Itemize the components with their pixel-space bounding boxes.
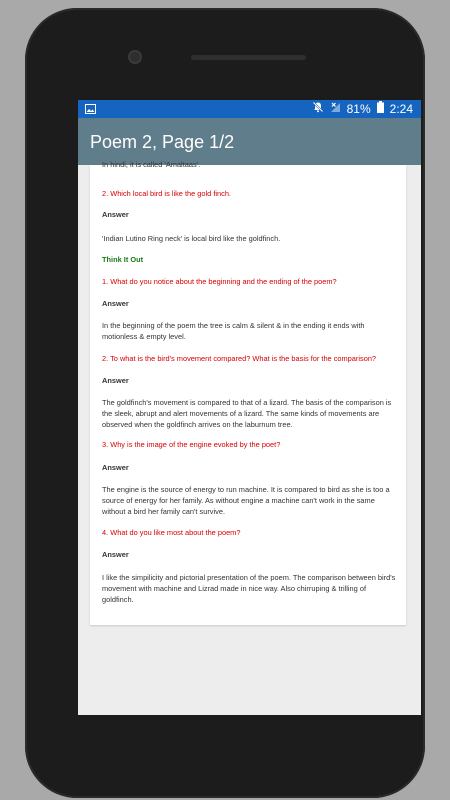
think-question-4: 4. What do you like most about the poem? [102, 528, 241, 537]
battery-level: 81% [346, 102, 371, 116]
app-bar [78, 118, 421, 165]
battery-icon [377, 101, 384, 117]
no-signal-icon [330, 101, 341, 117]
think-question-3: 3. Why is the image of the engine evoked by the poet? [102, 440, 281, 449]
think-answer-4: I like the simpilicity and pictorial presentation of the poem. The comparison between bird's movement with machine and Lizrad made in nice way. Also chirruping & trilling of goldfinch. [102, 573, 396, 604]
front-camera [128, 50, 142, 64]
think-answer-2: The goldfinch's movement is compared to that of a lizard. The basis of the comparison is the sleek, abrupt and alert movements of a lizard. The same kinds of movements are observed when the goldfinch arrives on the laburnum tree. [102, 398, 392, 429]
clock: 2:24 [389, 102, 413, 116]
answer-2: 'Indian Lutino Ring neck' is local bird like the goldfinch. [102, 234, 281, 243]
screen [78, 100, 421, 715]
partial-text-top: In hindi, it is called 'Amaltaas'. [102, 160, 201, 169]
mute-icon [312, 101, 324, 117]
think-question-1: 1. What do you notice about the beginning and the ending of the poem? [102, 277, 337, 286]
content-scroll-area[interactable] [78, 160, 421, 715]
page-title: Poem 2, Page 1/2 [90, 132, 235, 152]
question-2: 2. Which local bird is like the gold finch. [102, 189, 231, 198]
answer-label: Answer [102, 550, 129, 559]
earpiece-speaker [191, 55, 306, 60]
status-bar [78, 100, 421, 118]
answer-label: Answer [102, 376, 129, 385]
answer-label: Answer [102, 210, 129, 219]
status-indicators [312, 101, 413, 117]
answer-label: Answer [102, 299, 129, 308]
phone-frame [25, 8, 425, 798]
think-answer-3: The engine is the source of energy to run machine. It is compared to bird as she is too a source of energy for her family. As without engine a machine can't work in the same without a bird her family can't survive. [102, 485, 390, 516]
image-icon [85, 103, 96, 117]
think-question-2: 2. To what is the bird's movement compared? What is the basis for the comparison? [102, 354, 377, 363]
answer-card [90, 160, 406, 625]
think-answer-1: In the beginning of the poem the tree is calm & silent & in the ending it ends with motionless & empty level. [102, 321, 365, 341]
answer-label: Answer [102, 463, 129, 472]
section-think-it-out: Think It Out [102, 255, 144, 264]
